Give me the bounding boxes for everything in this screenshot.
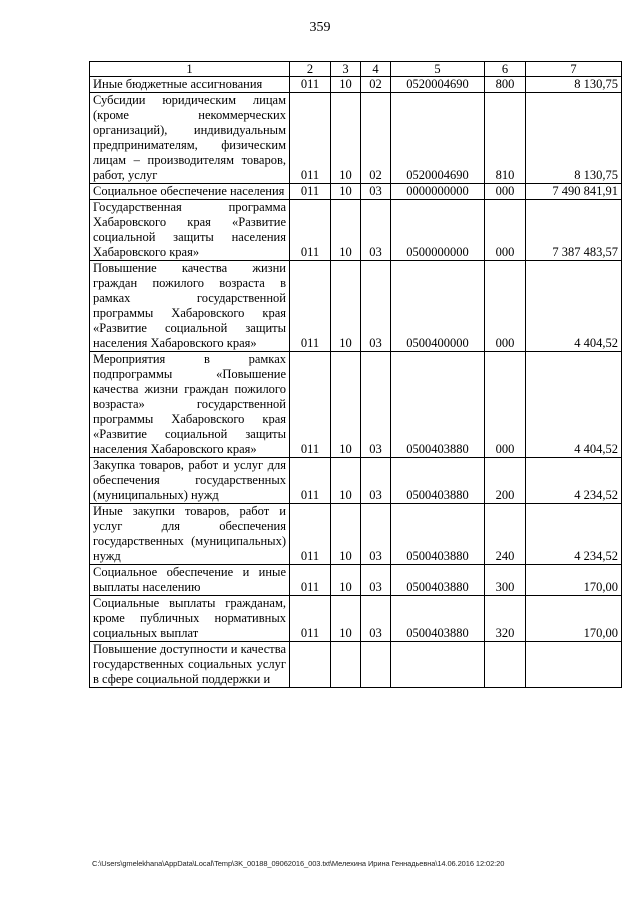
- code-subsection: 03: [361, 504, 391, 565]
- code-subsection: 03: [361, 596, 391, 642]
- header-col-4: 4: [361, 62, 391, 77]
- amount: 4 404,52: [526, 352, 622, 458]
- code-subsection: 03: [361, 352, 391, 458]
- code-subsection: [361, 642, 391, 688]
- header-col-7: 7: [526, 62, 622, 77]
- table-row: [90, 458, 622, 504]
- row-name: Социальное обеспечение и иные выплаты населению: [90, 565, 290, 596]
- code-section: 10: [331, 504, 361, 565]
- code-expense-type: 800: [485, 77, 526, 93]
- row-name: Повышение качества жизни граждан пожилого возраста в рамках государственной программы Хабаровского края «Развитие социальной защиты населения Хабаровского края»: [90, 261, 290, 352]
- code-section: 10: [331, 352, 361, 458]
- code-expense-type: 000: [485, 184, 526, 200]
- row-name: Субсидии юридическим лицам (кроме некоммерческих организаций), индивидуальным предпринимателям, физическим лицам – производителям товаров, работ, услуг: [90, 93, 290, 184]
- code-subsection: 03: [361, 184, 391, 200]
- code-target: 0500403880: [391, 565, 485, 596]
- table-row: [90, 184, 622, 200]
- row-name: Государственная программа Хабаровского края «Развитие социальной защиты населения Хабаровского края»: [90, 200, 290, 261]
- code-expense-type: [485, 642, 526, 688]
- code-target: 0520004690: [391, 93, 485, 184]
- code-expense-type: 000: [485, 200, 526, 261]
- code-expense-type: 810: [485, 93, 526, 184]
- code-section: 10: [331, 184, 361, 200]
- code-subsection: 02: [361, 77, 391, 93]
- table-row: [90, 504, 622, 565]
- table-row: [90, 77, 622, 93]
- row-name: Социальное обеспечение населения: [90, 184, 290, 200]
- amount: 7 490 841,91: [526, 184, 622, 200]
- code-expense-type: 000: [485, 352, 526, 458]
- code-expense-type: 200: [485, 458, 526, 504]
- row-name: Иные бюджетные ассигнования: [90, 77, 290, 93]
- code-ministry: 011: [290, 184, 331, 200]
- header-row: [90, 62, 622, 77]
- table-row: [90, 596, 622, 642]
- table-row: [90, 261, 622, 352]
- code-section: 10: [331, 200, 361, 261]
- amount: 8 130,75: [526, 77, 622, 93]
- code-section: 10: [331, 458, 361, 504]
- table-row: [90, 93, 622, 184]
- code-ministry: 011: [290, 77, 331, 93]
- header-col-6: 6: [485, 62, 526, 77]
- row-name: Повышение доступности и качества государственных социальных услуг в сфере социальной поддержки и: [90, 642, 290, 688]
- code-target: 0500403880: [391, 352, 485, 458]
- code-ministry: [290, 642, 331, 688]
- code-target: 0500403880: [391, 596, 485, 642]
- code-ministry: 011: [290, 596, 331, 642]
- code-ministry: 011: [290, 200, 331, 261]
- row-name: Социальные выплаты гражданам, кроме публичных нормативных социальных выплат: [90, 596, 290, 642]
- code-subsection: 03: [361, 261, 391, 352]
- table-row: [90, 642, 622, 688]
- code-expense-type: 000: [485, 261, 526, 352]
- code-section: 10: [331, 596, 361, 642]
- amount: 4 234,52: [526, 458, 622, 504]
- code-ministry: 011: [290, 458, 331, 504]
- amount: 8 130,75: [526, 93, 622, 184]
- amount: 7 387 483,57: [526, 200, 622, 261]
- header-col-1: 1: [90, 62, 290, 77]
- row-name: Мероприятия в рамках подпрограммы «Повышение качества жизни граждан пожилого возраста» государственной программы Хабаровского края «Развитие социальной защиты населения Хабаровского края»: [90, 352, 290, 458]
- code-target: 0500403880: [391, 504, 485, 565]
- amount: [526, 642, 622, 688]
- code-ministry: 011: [290, 504, 331, 565]
- code-expense-type: 300: [485, 565, 526, 596]
- page-number: 359: [309, 20, 331, 35]
- table-row: [90, 200, 622, 261]
- code-ministry: 011: [290, 261, 331, 352]
- code-subsection: 03: [361, 200, 391, 261]
- code-section: 10: [331, 261, 361, 352]
- code-target: 0500000000: [391, 200, 485, 261]
- code-section: 10: [331, 77, 361, 93]
- code-section: [331, 642, 361, 688]
- code-target: 0500400000: [391, 261, 485, 352]
- footer-file-path: C:\Users\gmelekhana\AppData\Local\Temp\3K_00188_09062016_003.txt\Мелехина Ирина Геннадьевна\14.06.2016 12:02:20: [92, 859, 505, 868]
- header-col-2: 2: [290, 62, 331, 77]
- code-subsection: 03: [361, 565, 391, 596]
- amount: 4 404,52: [526, 261, 622, 352]
- code-ministry: 011: [290, 93, 331, 184]
- code-target: 0500403880: [391, 458, 485, 504]
- code-target: [391, 642, 485, 688]
- code-ministry: 011: [290, 565, 331, 596]
- header-col-5: 5: [391, 62, 485, 77]
- header-col-3: 3: [331, 62, 361, 77]
- amount: 170,00: [526, 596, 622, 642]
- row-name: Иные закупки товаров, работ и услуг для обеспечения государственных (муниципальных) нужд: [90, 504, 290, 565]
- budget-table: [89, 61, 622, 688]
- row-name: Закупка товаров, работ и услуг для обеспечения государственных (муниципальных) нужд: [90, 458, 290, 504]
- code-section: 10: [331, 565, 361, 596]
- code-expense-type: 240: [485, 504, 526, 565]
- amount: 170,00: [526, 565, 622, 596]
- code-section: 10: [331, 93, 361, 184]
- code-expense-type: 320: [485, 596, 526, 642]
- code-subsection: 02: [361, 93, 391, 184]
- code-target: 0520004690: [391, 77, 485, 93]
- table-row: [90, 352, 622, 458]
- amount: 4 234,52: [526, 504, 622, 565]
- code-subsection: 03: [361, 458, 391, 504]
- table-row: [90, 565, 622, 596]
- code-ministry: 011: [290, 352, 331, 458]
- code-target: 0000000000: [391, 184, 485, 200]
